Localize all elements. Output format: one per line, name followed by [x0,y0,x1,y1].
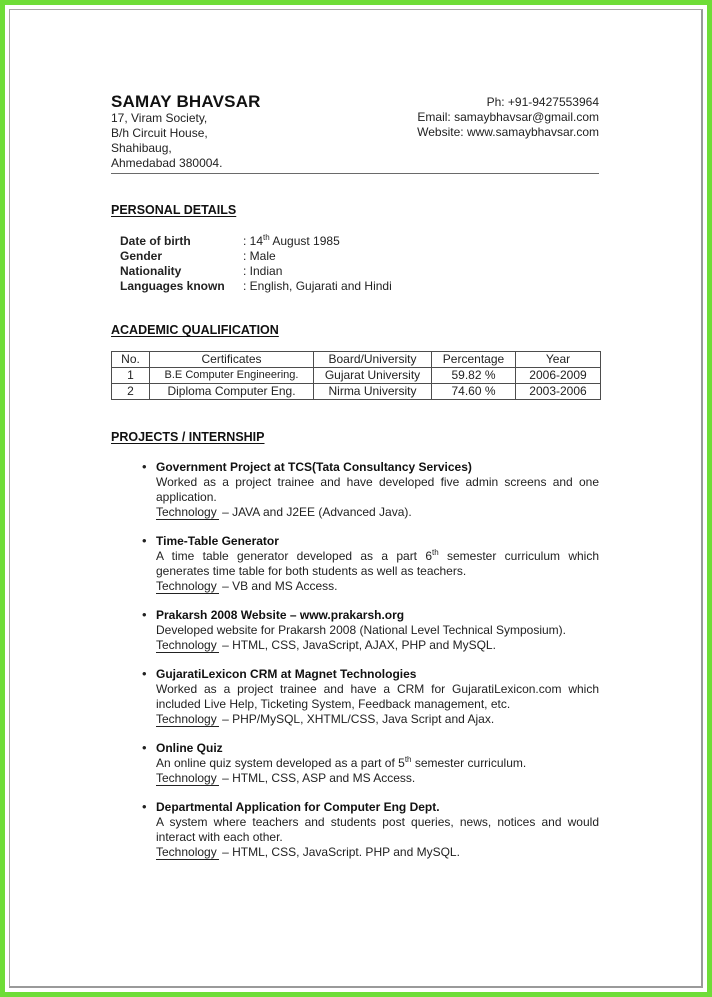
project-title: Government Project at TCS(Tata Consultancy Services) [156,460,472,474]
cell-no: 2 [112,384,150,400]
resume-header [111,92,599,171]
projects-section [111,430,599,860]
address-line: Shahibaug, [111,141,172,155]
project-title: GujaratiLexicon CRM at Magnet Technologies [156,667,417,681]
technology-line [156,771,599,786]
description-text: A system where teachers and students post queries, news, notices and would interact with each other. [156,815,599,844]
address-line: B/h Circuit House, [111,126,208,140]
detail-label: Gender [120,249,163,263]
project-item [111,741,599,786]
project-description [156,756,599,771]
detail-value [243,234,340,249]
cell-percentage: 74.60 % [432,384,516,400]
technology-value: – VB and MS Access. [222,579,338,593]
bullet-icon: • [142,799,147,814]
project-description [156,623,599,638]
academic-qualification-section [111,323,599,400]
project-title: Online Quiz [156,741,223,755]
cell-board: Gujarat University [314,368,432,384]
cell-board: Nirma University [314,384,432,400]
technology-label: Technology [156,505,217,519]
technology-line [156,505,599,520]
ordinal-superscript: th [263,233,270,242]
table-row [112,384,601,400]
technology-value: – HTML, CSS, JavaScript, AJAX, PHP and MySQL. [222,638,496,652]
technology-value: – HTML, CSS, ASP and MS Access. [222,771,416,785]
cell-certificate: Diploma Computer Eng. [150,384,314,400]
cell-no: 1 [112,368,150,384]
project-title: Time-Table Generator [156,534,279,548]
description-text: Developed website for Prakarsh 2008 (National Level Technical Symposium). [156,623,566,637]
personal-details-rows [111,234,599,294]
technology-value: – HTML, CSS, JavaScript. PHP and MySQL. [222,845,460,859]
project-description [156,549,599,579]
detail-value-text: : 14 [243,234,264,248]
bullet-icon: • [142,666,147,681]
technology-label: Technology [156,845,217,859]
detail-value [243,264,282,279]
technology-label: Technology [156,638,217,652]
project-title: Prakarsh 2008 Website – www.prakarsh.org [156,608,405,622]
column-header-year: Year [516,352,601,368]
detail-label: Languages known [120,279,225,293]
project-item [111,460,599,520]
detail-row [120,264,599,279]
address-line: 17, Viram Society, [111,111,208,125]
detail-row [120,249,599,264]
phone-line: Ph: +91-9427553964 [486,95,599,109]
header-contact-block [417,92,599,140]
bullet-icon: • [142,459,147,474]
project-item [111,534,599,594]
academic-qualification-heading: ACADEMIC QUALIFICATION [111,323,279,337]
cell-year: 2006-2009 [516,368,601,384]
project-item [111,667,599,727]
cell-percentage: 59.82 % [432,368,516,384]
ordinal-superscript: th [404,755,412,764]
table-row [112,368,601,384]
ordinal-superscript: th [432,548,439,557]
projects-list [111,460,599,860]
technology-label: Technology [156,712,217,726]
detail-value-text: August 1985 [269,234,340,248]
description-text: semester curriculum which generates time table for both students as well as teachers. [156,549,600,578]
detail-label: Nationality [120,264,182,278]
detail-value-text: : Indian [243,264,283,278]
technology-value: – PHP/MySQL, XHTML/CSS, Java Script and Ajax. [222,712,495,726]
detail-row [120,279,599,294]
projects-heading: PROJECTS / INTERNSHIP [111,430,265,444]
resume-content [111,92,599,860]
cell-certificate: B.E Computer Engineering. [150,368,314,384]
description-text: semester curriculum. [411,756,527,770]
technology-line [156,638,599,653]
table-header-row [112,352,601,368]
project-description [156,815,599,845]
description-text: Worked as a project trainee and have developed five admin screens and one application. [156,475,599,504]
detail-value-text: : English, Gujarati and Hindi [243,279,392,293]
email-line: Email: samaybhavsar@gmail.com [417,110,599,124]
project-item [111,800,599,860]
column-header-no: No. [112,352,150,368]
bullet-icon: • [142,533,147,548]
header-address-block [111,92,261,171]
technology-line [156,712,599,727]
technology-value: – JAVA and J2EE (Advanced Java). [222,505,412,519]
personal-details-heading: PERSONAL DETAILS [111,203,237,217]
technology-line [156,845,599,860]
project-description [156,475,599,505]
personal-details-section [111,203,599,294]
header-divider [111,173,599,174]
detail-value-text: : Male [243,249,276,263]
address-line: Ahmedabad 380004. [111,156,223,170]
technology-line [156,579,599,594]
description-text: An online quiz system developed as a part of 5 [156,756,405,770]
column-header-percentage: Percentage [432,352,516,368]
project-title: Departmental Application for Computer Eng Dept. [156,800,440,814]
column-header-board: Board/University [314,352,432,368]
resume-page [9,9,703,988]
bullet-icon: • [142,740,147,755]
website-line: Website: www.samaybhavsar.com [417,125,599,139]
project-description [156,682,599,712]
column-header-certificates: Certificates [150,352,314,368]
person-name: SAMAY BHAVSAR [111,92,261,111]
detail-value [243,249,276,264]
technology-label: Technology [156,579,217,593]
academic-table [111,351,601,400]
technology-label: Technology [156,771,217,785]
detail-value [243,279,392,294]
cell-year: 2003-2006 [516,384,601,400]
description-text: A time table generator developed as a part 6 [156,549,433,563]
description-text: Worked as a project trainee and have a CRM for GujaratiLexicon.com which included Live Help, Ticketing System, Feedback management, etc. [156,682,599,711]
project-item [111,608,599,653]
detail-label: Date of birth [120,234,191,248]
detail-row [120,234,599,249]
bullet-icon: • [142,607,147,622]
